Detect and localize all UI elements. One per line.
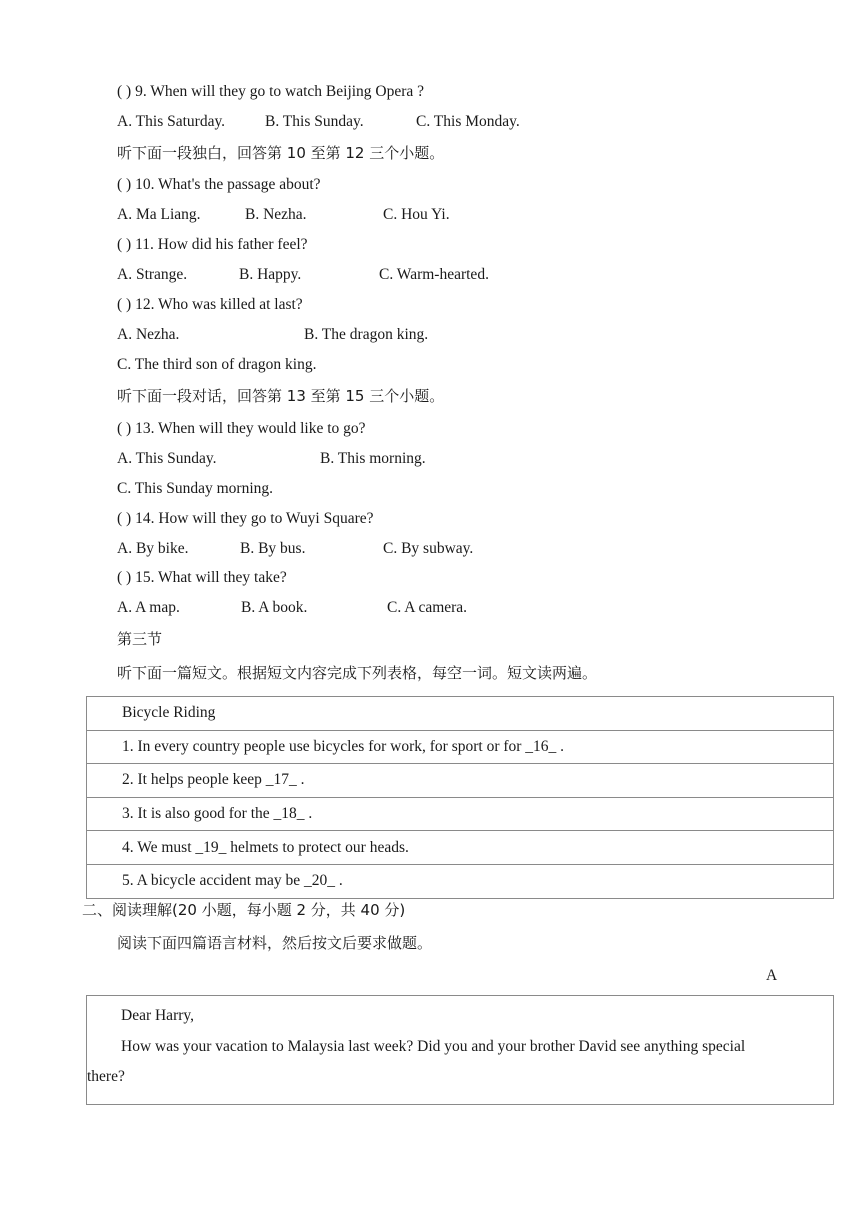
question-10-option-b: B. Nezha. xyxy=(245,206,307,223)
table-row xyxy=(87,764,834,798)
question-14-option-a: A. By bike. xyxy=(117,540,189,557)
question-9-option-a: A. This Saturday. xyxy=(117,113,226,130)
question-11-option-b: B. Happy. xyxy=(239,266,302,283)
part-2-instruction: 阅读下面四篇语言材料，然后按文后要求做题。 xyxy=(117,934,433,952)
question-12-option-a: A. Nezha. xyxy=(117,326,180,343)
question-14-stem: ( ) 14. How will they go to Wuyi Square? xyxy=(117,510,374,527)
question-12-option-c: C. The third son of dragon king. xyxy=(117,356,317,373)
table-title-cell: Bicycle Riding xyxy=(87,697,834,731)
letter-box xyxy=(86,995,834,1105)
letter-greeting: Dear Harry, xyxy=(121,1007,195,1024)
question-9-stem: ( ) 9. When will they go to watch Beijing Opera ? xyxy=(117,83,425,100)
question-13-stem: ( ) 13. When will they would like to go? xyxy=(117,420,366,437)
question-13-option-a: A. This Sunday. xyxy=(117,450,217,467)
table-row xyxy=(87,730,834,764)
question-12-option-b: B. The dragon king. xyxy=(304,326,429,343)
question-13-option-b: B. This morning. xyxy=(320,450,426,467)
instruction-10-12: 听下面一段独白，回答第 10 至第 12 三个小题。 xyxy=(117,144,445,162)
question-14-option-b: B. By bus. xyxy=(240,540,306,557)
question-10-option-a: A. Ma Liang. xyxy=(117,206,201,223)
letter-line-2: there? xyxy=(87,1068,125,1085)
question-11-option-c: C. Warm-hearted. xyxy=(379,266,489,283)
part-2-heading: 二、阅读理解(20 小题，每小题 2 分，共 40 分) xyxy=(82,901,406,919)
table-row xyxy=(87,864,834,898)
question-15-option-b: B. A book. xyxy=(241,599,308,616)
table-cell: 3. It is also good for the _18_ . xyxy=(87,797,834,831)
letter-line-1: How was your vacation to Malaysia last week? Did you and your brother David see anything special xyxy=(121,1038,746,1055)
question-15-stem: ( ) 15. What will they take? xyxy=(117,569,287,586)
question-12-stem: ( ) 12. Who was killed at last? xyxy=(117,296,303,313)
section-3-instruction: 听下面一篇短文。根据短文内容完成下列表格，每空一词。短文读两遍。 xyxy=(117,664,598,682)
question-11-option-a: A. Strange. xyxy=(117,266,188,283)
table-cell: 4. We must _19_ helmets to protect our heads. xyxy=(87,831,834,865)
question-9-option-b: B. This Sunday. xyxy=(265,113,364,130)
instruction-13-15: 听下面一段对话，回答第 13 至第 15 三个小题。 xyxy=(117,387,445,405)
question-10-stem: ( ) 10. What's the passage about? xyxy=(117,176,321,193)
question-14-option-c: C. By subway. xyxy=(383,540,474,557)
table-row xyxy=(87,831,834,865)
question-11-stem: ( ) 11. How did his father feel? xyxy=(117,236,308,253)
question-15-option-c: C. A camera. xyxy=(387,599,468,616)
passage-label: A xyxy=(766,967,778,984)
bicycle-riding-table xyxy=(86,696,834,899)
question-10-option-c: C. Hou Yi. xyxy=(383,206,450,223)
question-13-option-c: C. This Sunday morning. xyxy=(117,480,274,497)
table-cell: 1. In every country people use bicycles for work, for sport or for _16_ . xyxy=(87,730,834,764)
table-cell: 5. A bicycle accident may be _20_ . xyxy=(87,864,834,898)
section-3-title: 第三节 xyxy=(117,630,163,648)
question-15-option-a: A. A map. xyxy=(117,599,180,616)
table-row xyxy=(87,697,834,731)
table-cell: 2. It helps people keep _17_ . xyxy=(87,764,834,798)
question-9-option-c: C. This Monday. xyxy=(416,113,520,130)
table-row xyxy=(87,797,834,831)
